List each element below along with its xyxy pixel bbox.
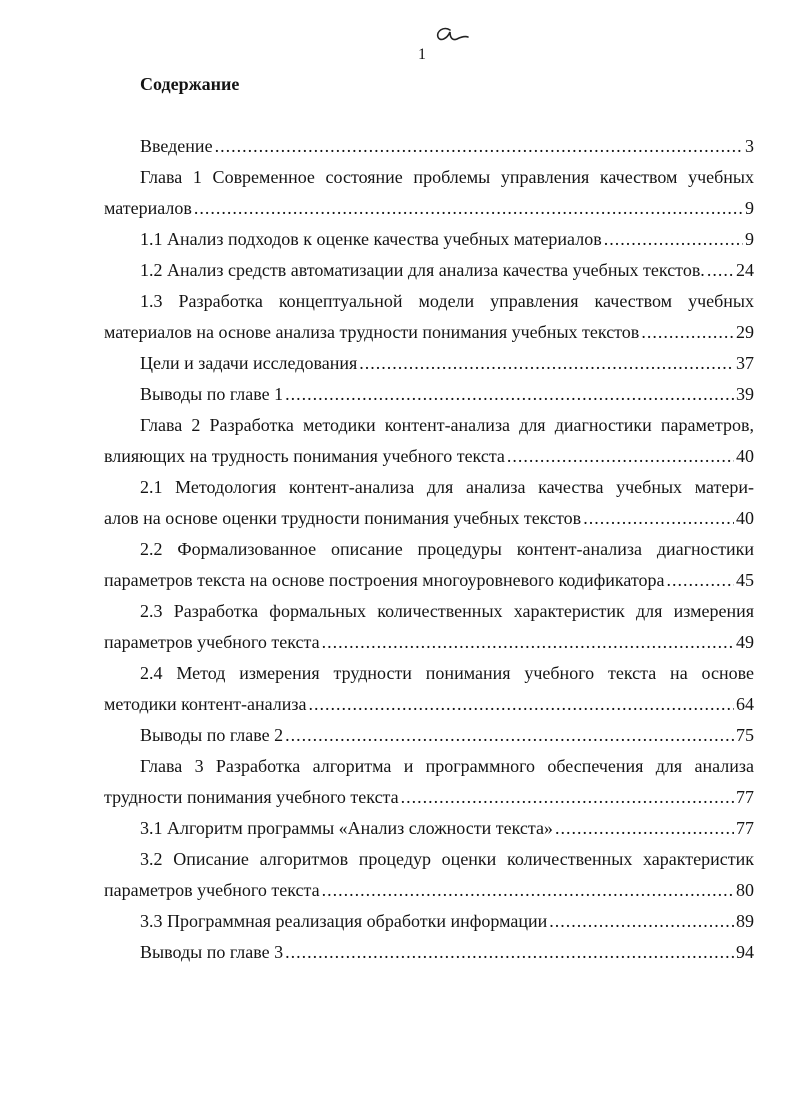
toc-page-number: 29 [736,322,754,342]
toc-page-number: 77 [736,787,754,807]
toc-entry[interactable] [104,415,754,469]
toc-entry[interactable] [104,477,754,531]
dot-leader [583,508,734,529]
toc-page-number: 75 [736,725,754,745]
toc-page-number: 64 [736,694,754,714]
toc-entry-title: материалов [104,198,192,218]
dot-leader [308,694,734,715]
dot-leader [604,229,743,250]
toc-entry-title: Цели и задачи исследования [140,353,358,373]
toc-page-number: 49 [736,632,754,652]
toc-entry-title-line: 2.3 Разработка формальных количественных характеристик для измерения [140,601,754,621]
dot-leader [285,384,734,405]
toc-entry-title: методики контент-анализа [104,694,307,714]
page-number: 1 [418,46,426,63]
toc-entry-title: 3.3 Программная реализация обработки информации [140,911,548,931]
toc-entry-title: параметров текста на основе построения многоуровневого кодификатора [104,570,665,590]
dot-leader [507,446,734,467]
dot-leader [322,632,734,653]
toc-page-number: 89 [736,911,754,931]
toc-entry[interactable] [104,136,754,159]
toc-page-number: 24 [736,260,754,280]
toc-entry-title-line: 2.1 Методология контент-анализа для анализа качества учебных матери- [140,477,754,497]
toc-entry-title-line: 2.4 Метод измерения трудности понимания учебного текста на основе [140,663,754,683]
toc-page-number: 9 [745,198,754,218]
table-of-contents [104,136,754,973]
toc-page-number: 3 [745,136,754,156]
toc-entry-title-line: 3.2 Описание алгоритмов процедур оценки количественных характеристик [140,849,754,869]
page-title: Содержание [140,74,240,94]
dot-leader [667,570,735,591]
toc-entry-title-line: 2.2 Формализованное описание процедуры контент-анализа диагностики [140,539,754,559]
toc-entry-title: Введение [140,136,213,156]
toc-page-number: 40 [736,508,754,528]
toc-entry[interactable] [104,756,754,810]
dot-leader [285,725,734,746]
dot-leader [401,787,734,808]
toc-entry[interactable] [104,291,754,345]
toc-page-number: 39 [736,384,754,404]
toc-entry[interactable] [104,849,754,903]
toc-entry[interactable] [104,384,754,407]
toc-entry-title: Выводы по главе 1 [140,384,284,404]
toc-entry[interactable] [104,663,754,717]
toc-entry[interactable] [104,818,754,841]
dot-leader [555,818,734,839]
toc-entry[interactable] [104,725,754,748]
toc-page-number: 40 [736,446,754,466]
toc-entry-title: материалов на основе анализа трудности понимания учебных текстов [104,322,640,342]
toc-entry-title: влияющих на трудность понимания учебного текста [104,446,505,466]
toc-entry-title: алов на основе оценки трудности понимания учебных текстов [104,508,582,528]
dot-leader [549,911,734,932]
toc-entry[interactable] [104,911,754,934]
toc-entry-title: 1.1 Анализ подходов к оценке качества учебных материалов [140,229,602,249]
toc-entry-title: параметров учебного текста [104,880,320,900]
toc-page-number: 77 [736,818,754,838]
toc-page-number: 80 [736,880,754,900]
toc-page-number: 9 [745,229,754,249]
toc-entry[interactable] [104,942,754,965]
toc-entry-title: Выводы по главе 2 [140,725,284,745]
dot-leader [707,260,734,281]
toc-entry-title-line: Глава 3 Разработка алгоритма и программного обеспечения для анализа [140,756,754,776]
dot-leader [285,942,734,963]
toc-page-number: 45 [736,570,754,590]
toc-entry-title: трудности понимания учебного текста [104,787,399,807]
dot-leader [359,353,734,374]
toc-entry-title: Выводы по главе 3 [140,942,284,962]
toc-page-number: 37 [736,353,754,373]
toc-entry-title-line: Глава 1 Современное состояние проблемы управления качеством учебных [140,167,754,187]
dot-leader [641,322,734,343]
toc-entry-title-line: 1.3 Разработка концептуальной модели управления качеством учебных [140,291,754,311]
toc-entry[interactable] [104,353,754,376]
toc-entry[interactable] [104,229,754,252]
toc-entry-title: параметров учебного текста [104,632,320,652]
toc-entry-title: 1.2 Анализ средств автоматизации для анализа качества учебных текстов. [140,260,705,280]
toc-entry[interactable] [104,167,754,221]
toc-page-number: 94 [736,942,754,962]
dot-leader [322,880,734,901]
toc-entry[interactable] [104,260,754,283]
toc-entry[interactable] [104,601,754,655]
toc-entry-title-line: Глава 2 Разработка методики контент-анализа для диагностики параметров, [140,415,754,435]
dot-leader [215,136,743,157]
toc-entry[interactable] [104,539,754,593]
handwritten-mark [432,20,470,46]
dot-leader [194,198,743,219]
toc-entry-title: 3.1 Алгоритм программы «Анализ сложности текста» [140,818,553,838]
